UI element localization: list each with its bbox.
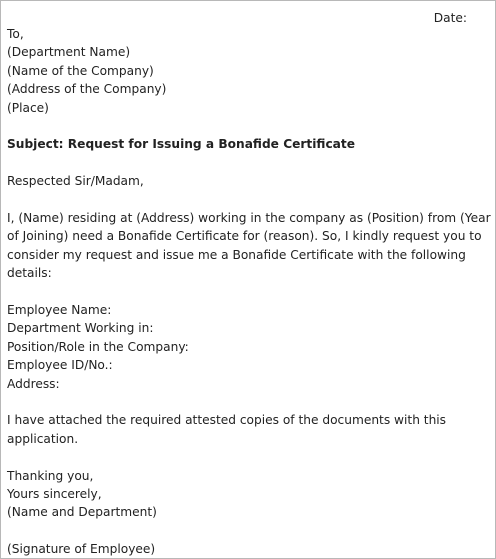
recipient-company-name: (Name of the Company) [7, 63, 154, 78]
spacer [7, 448, 485, 466]
attachment-line: application. [7, 431, 79, 446]
recipient-department: (Department Name) [7, 45, 131, 60]
recipient-to: To, [7, 27, 24, 41]
spacer [7, 522, 485, 540]
subject-line: Subject: Request for Issuing a Bonafide Certificate [7, 137, 355, 152]
detail-address: Address: [7, 376, 60, 391]
closing-sincerely: Yours sincerely, [7, 487, 102, 502]
closing-name-department: (Name and Department) [7, 505, 157, 520]
body-paragraph [7, 209, 491, 283]
spacer [7, 283, 485, 301]
recipient-place: (Place) [7, 100, 49, 115]
closing-block [7, 467, 485, 522]
date-label: Date: [433, 11, 467, 25]
recipient-company-address: (Address of the Company) [7, 82, 167, 97]
letter-content [7, 25, 491, 559]
detail-employee-id: Employee ID/No.: [7, 358, 113, 373]
detail-position: Position/Role in the Company: [7, 339, 189, 354]
body-line: details: [7, 266, 52, 281]
spacer [7, 117, 485, 135]
attachment-paragraph [7, 411, 485, 448]
signature-line: (Signature of Employee) [7, 542, 156, 557]
body-line: I, (Name) residing at (Address) working in the company as (Position) from (Year [7, 211, 491, 226]
spacer [7, 191, 485, 209]
details-list [7, 301, 485, 393]
salutation: Respected Sir/Madam, [7, 174, 144, 189]
attachment-line: I have attached the required attested copies of the documents with this [7, 413, 447, 428]
detail-employee-name: Employee Name: [7, 303, 112, 318]
spacer [7, 154, 485, 172]
detail-department: Department Working in: [7, 321, 154, 336]
body-line: consider my request and issue me a Bonafide Certificate with the following [7, 247, 466, 262]
spacer [7, 393, 485, 411]
body-line: of Joining) need a Bonafide Certificate for (reason). So, I kindly request you to [7, 229, 482, 244]
recipient-block [7, 25, 485, 117]
closing-thanks: Thanking you, [7, 468, 94, 483]
